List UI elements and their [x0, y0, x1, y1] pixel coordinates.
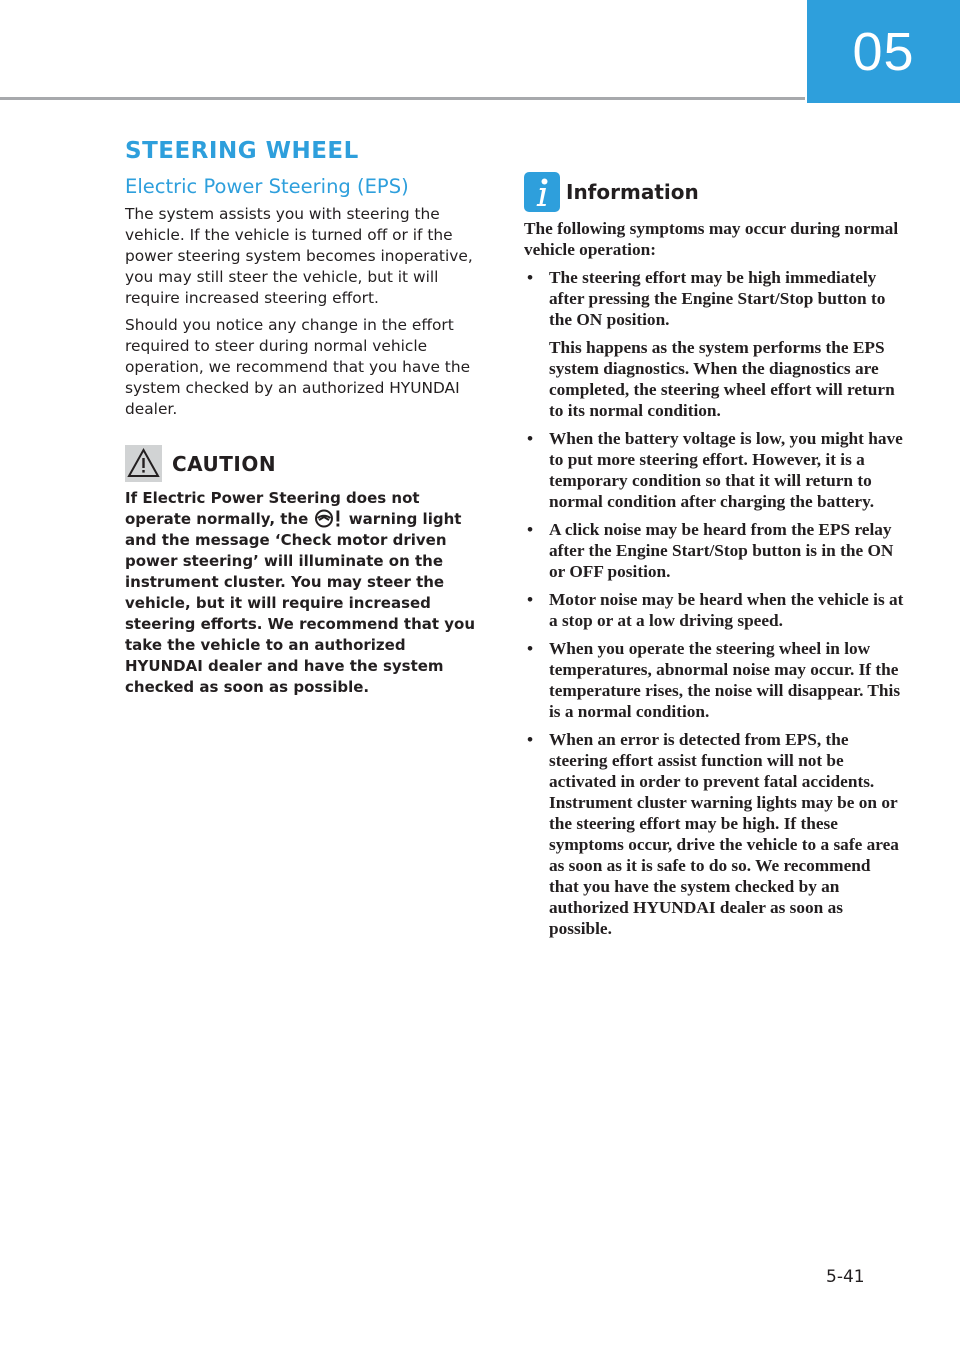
info-header: [524, 172, 904, 212]
list-item-text: When the battery voltage is low, you might have to put more steering effort. However, it is a temporary condition so that it will return to normal condition after charging the battery.: [549, 429, 903, 511]
list-item-text: When an error is detected from EPS, the steering effort assist function will not be activated in order to prevent fatal accidents. Instrument cluster warning lights may be on or the steering effort may be high. If these symptoms occur, drive the vehicle to a safe area as soon as it is safe to do so. We recommend that you have the system checked by an authorized HYUNDAI dealer as soon as possible.: [549, 730, 899, 938]
list-item: [524, 428, 904, 512]
list-item: [524, 589, 904, 631]
chapter-tab: [807, 0, 960, 103]
info-list: [524, 267, 904, 939]
chapter-number: 05: [852, 21, 915, 82]
bullet: •: [527, 429, 534, 448]
caution-header: [125, 445, 480, 482]
list-item: [524, 729, 904, 939]
eps-heading: Electric Power Steering (EPS): [125, 175, 409, 198]
bullet: •: [527, 639, 534, 658]
header-rule: [0, 97, 805, 100]
left-column: [125, 175, 480, 698]
bullet: •: [527, 730, 534, 749]
info-icon: [524, 172, 560, 212]
caution-text-part-1: If Electric Power Steering does not operate normally, the: [125, 489, 420, 528]
caution-text: [125, 488, 480, 698]
list-item-subtext: This happens as the system performs the EPS system diagnostics. When the diagnostics are completed, the steering wheel effort will return to its normal condition.: [549, 338, 895, 420]
page-number: 5-41: [826, 1267, 865, 1287]
section-title: STEERING WHEEL: [125, 138, 359, 164]
bullet: •: [527, 520, 534, 539]
eps-warning-light-icon: [314, 509, 344, 528]
bullet: •: [527, 268, 534, 287]
eps-paragraph-2: Should you notice any change in the effort required to steer during normal vehicle operation, we recommend that you have the system checked by an authorized HYUNDAI dealer.: [125, 316, 471, 418]
caution-label: CAUTION: [172, 451, 277, 476]
info-label: Information: [566, 180, 699, 204]
caution-text-part-2: warning light and the message ‘Check motor driven power steering’ will illuminate on the instrument cluster. You may steer the vehicle, but it will require increased steering efforts. We recommend that you take the vehicle to an authorized HYUNDAI dealer and have the system checked as soon as possible.: [125, 510, 476, 696]
list-item-text: Motor noise may be heard when the vehicle is at a stop or at a low driving speed.: [549, 590, 904, 630]
list-item: [524, 267, 904, 421]
list-item-text: The steering effort may be high immediately after pressing the Engine Start/Stop button to the ON position.: [549, 268, 886, 329]
right-column: [524, 172, 904, 946]
eps-paragraph-1: The system assists you with steering the vehicle. If the vehicle is turned off or if the power steering system becomes inoperative, you may still steer the vehicle, but it will require increased steering effort.: [125, 205, 473, 307]
bullet: •: [527, 590, 534, 609]
info-intro: The following symptoms may occur during normal vehicle operation:: [524, 219, 899, 259]
list-item-text: When you operate the steering wheel in low temperatures, abnormal noise may occur. If the temperature rises, the noise will disappear. This is a normal condition.: [549, 639, 901, 721]
list-item: [524, 638, 904, 722]
list-item-text: A click noise may be heard from the EPS relay after the Engine Start/Stop button is in the ON or OFF position.: [549, 520, 894, 581]
caution-triangle-icon: [125, 445, 162, 482]
list-item: [524, 519, 904, 582]
